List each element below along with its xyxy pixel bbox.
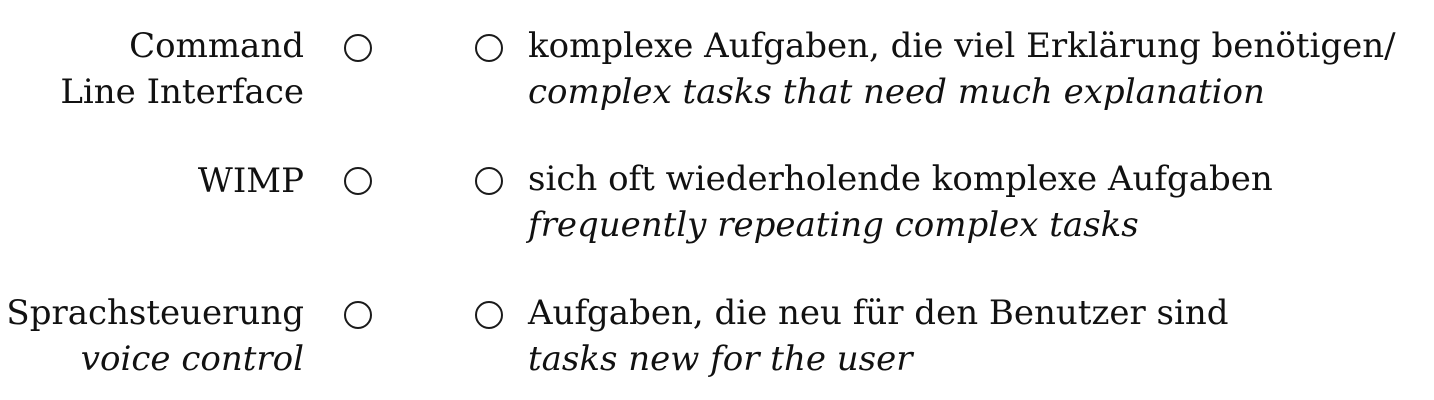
left-label-voice-line2: voice control [80, 339, 304, 379]
left-label-voice [6, 290, 304, 382]
left-label-cli [60, 23, 304, 115]
left-label-wimp [198, 158, 304, 204]
right-radio-complex[interactable] [475, 34, 503, 62]
left-radio-voice[interactable] [344, 301, 372, 329]
right-label-repeating-line1: sich oft wiederholende komplexe Aufgaben [528, 159, 1273, 199]
right-label-new-line1: Aufgaben, die neu für den Benutzer sind [528, 293, 1229, 333]
right-radio-new[interactable] [475, 301, 503, 329]
left-radio-cli[interactable] [344, 34, 372, 62]
right-label-complex-line2: complex tasks that need much explanation [528, 72, 1265, 112]
left-label-voice-line1: Sprachsteuerung [6, 293, 304, 333]
left-label-cli-line2: Line Interface [60, 72, 304, 112]
right-label-new [528, 290, 1229, 382]
left-label-wimp-line1: WIMP [197, 161, 304, 201]
right-label-complex [528, 23, 1396, 115]
right-label-complex-line1: komplexe Aufgaben, die viel Erklärung benötigen/ [528, 26, 1396, 66]
left-label-cli-line1: Command [129, 26, 304, 66]
right-label-repeating [528, 156, 1273, 248]
left-radio-wimp[interactable] [344, 167, 372, 195]
right-label-repeating-line2: frequently repeating complex tasks [528, 205, 1139, 245]
right-radio-repeating[interactable] [475, 167, 503, 195]
right-label-new-line2: tasks new for the user [528, 339, 913, 379]
